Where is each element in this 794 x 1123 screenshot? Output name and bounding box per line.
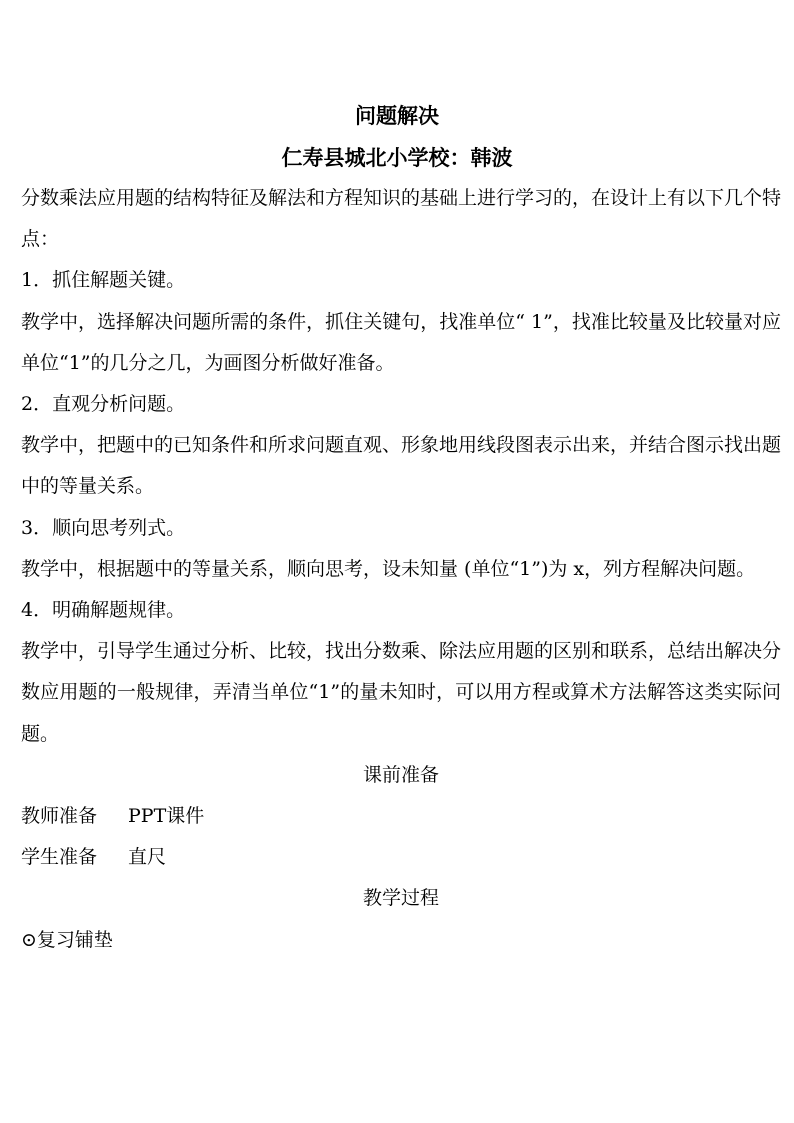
teacher-prep-line <box>21 796 781 837</box>
teacher-prep-value: PPT课件 <box>128 805 205 828</box>
process-heading: 教学过程 <box>362 887 439 910</box>
student-prep-line <box>21 837 781 878</box>
review-label: 复习铺垫 <box>36 928 113 951</box>
teacher-prep-label: 教师准备 <box>21 805 98 828</box>
prep-heading: 课前准备 <box>362 763 439 786</box>
document-body <box>21 178 781 961</box>
student-prep-value: 直尺 <box>128 846 167 869</box>
point-4-body: 教学中，引导学生通过分析、比较，找出分数乘、除法应用题的区别和联系，总结出解决分数应用题的一般规律，弄清当单位“1”的量未知时，可以用方程或算术方法解答这类实际问题。 <box>21 640 782 745</box>
point-2-body: 教学中，把题中的已知条件和所求问题直观、形象地用线段图表示出来，并结合图示找出题中的等量关系。 <box>21 434 782 498</box>
intro-paragraph: 分数乘法应用题的结构特征及解法和方程知识的基础上进行学习的，在设计上有以下几个特点： <box>21 187 782 251</box>
document-title: 问题解决 <box>355 104 439 128</box>
point-3-heading: 3．顺向思考列式。 <box>21 516 186 539</box>
point-3-body: 教学中，根据题中的等量关系，顺向思考，设未知量 (单位“1”)为 x，列方程解决问题。 <box>21 557 756 580</box>
point-1-heading: 1．抓住解题关键。 <box>21 269 186 292</box>
student-prep-label: 学生准备 <box>21 846 98 869</box>
point-2-heading: 2．直观分析问题。 <box>21 393 186 416</box>
point-4-heading: 4．明确解题规律。 <box>21 599 186 622</box>
author-line: 仁寿县城北小学校：韩波 <box>281 146 513 170</box>
review-line <box>21 920 781 961</box>
circled-dot-icon: ⊙ <box>21 928 37 951</box>
point-1-body: 教学中，选择解决问题所需的条件，抓住关键句，找准单位“ 1”，找准比较量及比较量对应单位“1”的几分之几，为画图分析做好准备。 <box>21 310 781 374</box>
